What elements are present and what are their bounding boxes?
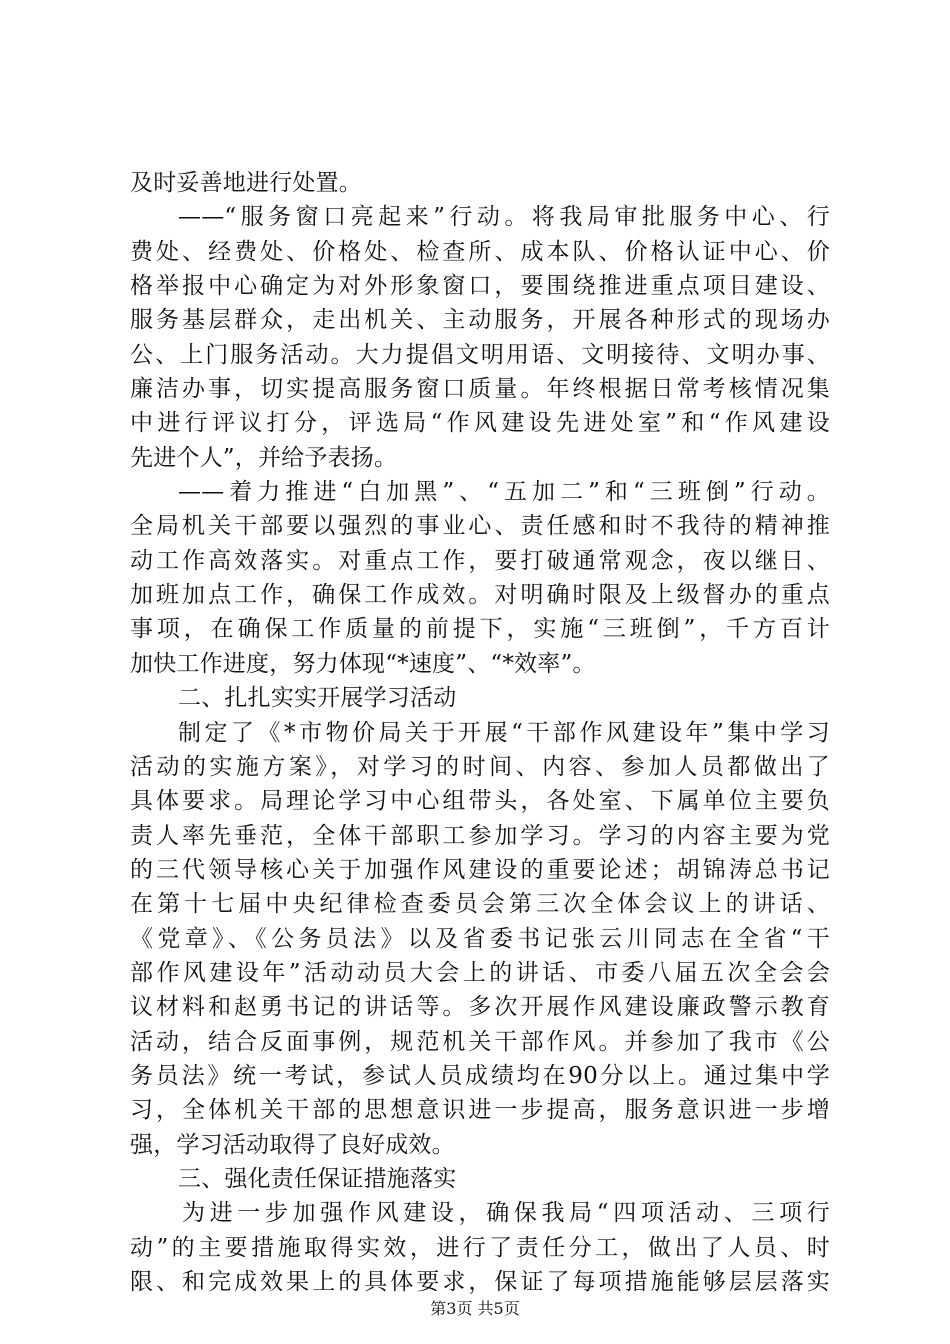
text-line: 为进一步加强作风建设，确保我局“四项活动、三项行 [182,1200,830,1227]
text-line: 的三代领导核心关于加强作风建设的重要论述；胡锦涛总书记 [130,856,830,883]
text-line: 务员法》统一考试，参试人员成绩均在90分以上。通过集中学 [130,1062,830,1089]
text-line: 全局机关干部要以强烈的事业心、责任感和时不我待的精神推 [130,513,830,540]
text-line: 服务基层群众，走出机关、主动服务，开展各种形式的现场办 [130,307,830,334]
text-line: 在第十七届中央纪律检查委员会第三次全体会议上的讲话、 [130,891,830,918]
text-line: 部作风建设年”活动动员大会上的讲话、市委八届五次全会会 [130,959,830,986]
text-line: 制定了《*市物价局关于开展“干部作风建设年”集中学习 [178,719,830,746]
document-body [130,166,830,1299]
text-line: 及时妥善地进行处置。 [130,170,362,196]
section-heading: 二、扎扎实实开展学习活动 [178,685,457,712]
text-line: 强，学习活动取得了良好成效。 [130,1131,455,1158]
text-line: 责人率先垂范，全体干部职工参加学习。学习的内容主要为党 [130,822,830,849]
text-line: 活动的实施方案》，对学习的时间、内容、参加人员都做出了 [130,753,830,780]
text-line: 议材料和赵勇书记的讲话等。多次开展作风建设廉政警示教育 [130,994,830,1021]
text-line: 动工作高效落实。对重点工作，要打破通常观念，夜以继日、 [130,547,830,574]
text-line: 加班加点工作，确保工作成效。对明确时限及上级督办的重点 [130,582,830,609]
text-line: 公、上门服务活动。大力提倡文明用语、文明接待、文明办事、 [130,341,830,368]
text-line: 费处、经费处、价格处、检查所、成本队、价格认证中心、价 [130,238,830,265]
text-line: 限、和完成效果上的具体要求，保证了每项措施能够层层落实 [130,1269,830,1295]
text-line: 动”的主要措施取得实效，进行了责任分工，做出了人员、时 [130,1234,830,1261]
text-line: 先进个人”，并给予表扬。 [130,444,398,471]
text-line: 中进行评议打分，评选局“作风建设先进处室”和“作风建设 [130,410,830,437]
text-line: 廉洁办事，切实提高服务窗口质量。年终根据日常考核情况集 [130,376,830,403]
paragraph-heading-line: ——着力推进“白加黑”、“五加二”和“三班倒”行动。 [178,479,830,506]
text-line: 习，全体机关干部的思想意识进一步提高，服务意识进一步增 [130,1097,830,1124]
page-number-footer: 第3页 共5页 [430,1299,520,1318]
text-line: 具体要求。局理论学习中心组带头，各处室、下属单位主要负 [130,788,830,815]
paragraph-heading-line: ——“服务窗口亮起来”行动。将我局审批服务中心、行 [178,204,830,231]
section-heading: 三、强化责任保证措施落实 [178,1165,457,1192]
text-line: 加快工作进度，努力体现“*速度”、“*效率”。 [130,650,596,677]
text-line: 格举报中心确定为对外形象窗口，要围绕推进重点项目建设、 [130,273,830,300]
text-line: 《党章》、《公务员法》以及省委书记张云川同志在全省“干 [130,925,830,952]
text-line: 活动，结合反面事例，规范机关干部作风。并参加了我市《公 [130,1028,830,1055]
text-line: 事项，在确保工作质量的前提下，实施“三班倒”，千方百计 [130,616,830,643]
